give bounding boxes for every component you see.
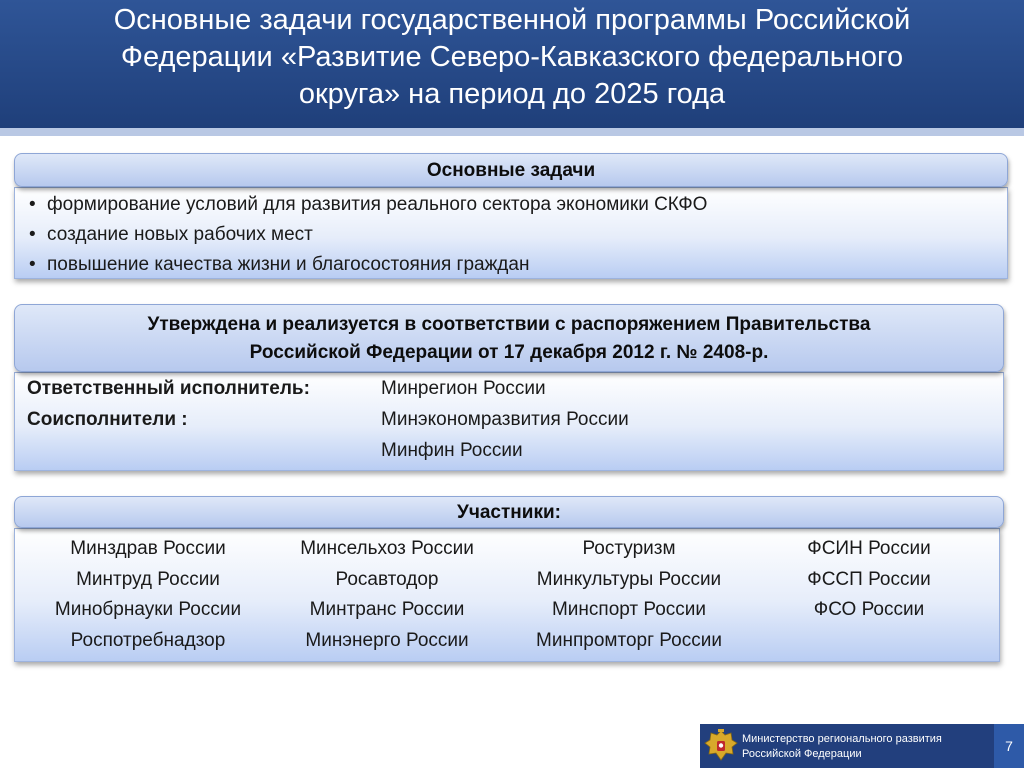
executors-panel [14, 372, 1004, 471]
participant-item: Минздрав России [70, 538, 226, 559]
list-item [29, 250, 1007, 280]
task-text: создание новых рабочих мест [47, 224, 313, 245]
participant-item: Минобрнауки России [54, 599, 242, 620]
footer-bar [700, 724, 1024, 768]
title-line-2: Федерации «Развитие Северо-Кавказского федерального [120, 41, 904, 73]
list-item [29, 190, 1007, 220]
tasks-header [14, 153, 1008, 187]
bullet-icon: • [29, 224, 36, 245]
approval-header [14, 304, 1004, 372]
participant-item: Ростуризм [582, 538, 676, 559]
responsible-label: Ответственный исполнитель: [27, 378, 310, 399]
title-line-3: округа» на период до 2025 года [298, 78, 726, 110]
participant-item: ФСИН России [807, 538, 931, 559]
approval-line-2: Российской Федерации от 17 декабря 2012 г. № 2408-р. [249, 342, 769, 363]
slide-title [0, 0, 1024, 128]
bullet-icon: • [29, 194, 36, 215]
participants-header-label: Участники: [457, 502, 561, 523]
co-executor-value: Минфин России [381, 440, 523, 461]
participant-item: Минтранс России [309, 599, 465, 620]
footer-org-line-2: Российской Федерации [742, 748, 862, 760]
footer-org-line-1: Министерство регионального развития [742, 733, 942, 745]
title-divider [0, 128, 1024, 136]
participant-item: Минкультуры России [536, 569, 722, 590]
task-text: формирование условий для развития реального сектора экономики СКФО [47, 194, 708, 215]
bullet-icon: • [29, 254, 36, 275]
participant-item: ФССП России [807, 569, 931, 590]
responsible-value: Минрегион России [381, 378, 546, 399]
participants-header [14, 496, 1004, 528]
co-executor-value: Минэкономразвития России [381, 409, 629, 430]
list-item [29, 220, 1007, 250]
participant-item: ФСО России [813, 599, 925, 620]
participant-item: Минэнерго России [305, 630, 469, 651]
footer-org [742, 732, 942, 762]
tasks-header-label: Основные задачи [426, 160, 596, 181]
participant-item: Минсельхоз России [300, 538, 474, 559]
coat-of-arms-icon [704, 728, 738, 764]
participant-item: Минпромторг России [536, 630, 722, 651]
approval-line-1: Утверждена и реализуется в соответствии с распоряжением Правительства [147, 314, 871, 335]
participant-item: Минспорт России [551, 599, 707, 620]
participant-item: Роспотребнадзор [70, 630, 226, 651]
participant-item: Росавтодор [335, 569, 439, 590]
tasks-panel [14, 187, 1008, 279]
title-line-1: Основные задачи государственной программы Российской [113, 4, 911, 36]
task-text: повышение качества жизни и благосостояния граждан [47, 254, 530, 275]
participant-item: Минтруд России [76, 569, 220, 590]
co-executors-label: Соисполнители : [27, 409, 188, 430]
page-number: 7 [994, 724, 1024, 768]
participants-panel [14, 528, 1000, 662]
tasks-list [15, 188, 1007, 280]
